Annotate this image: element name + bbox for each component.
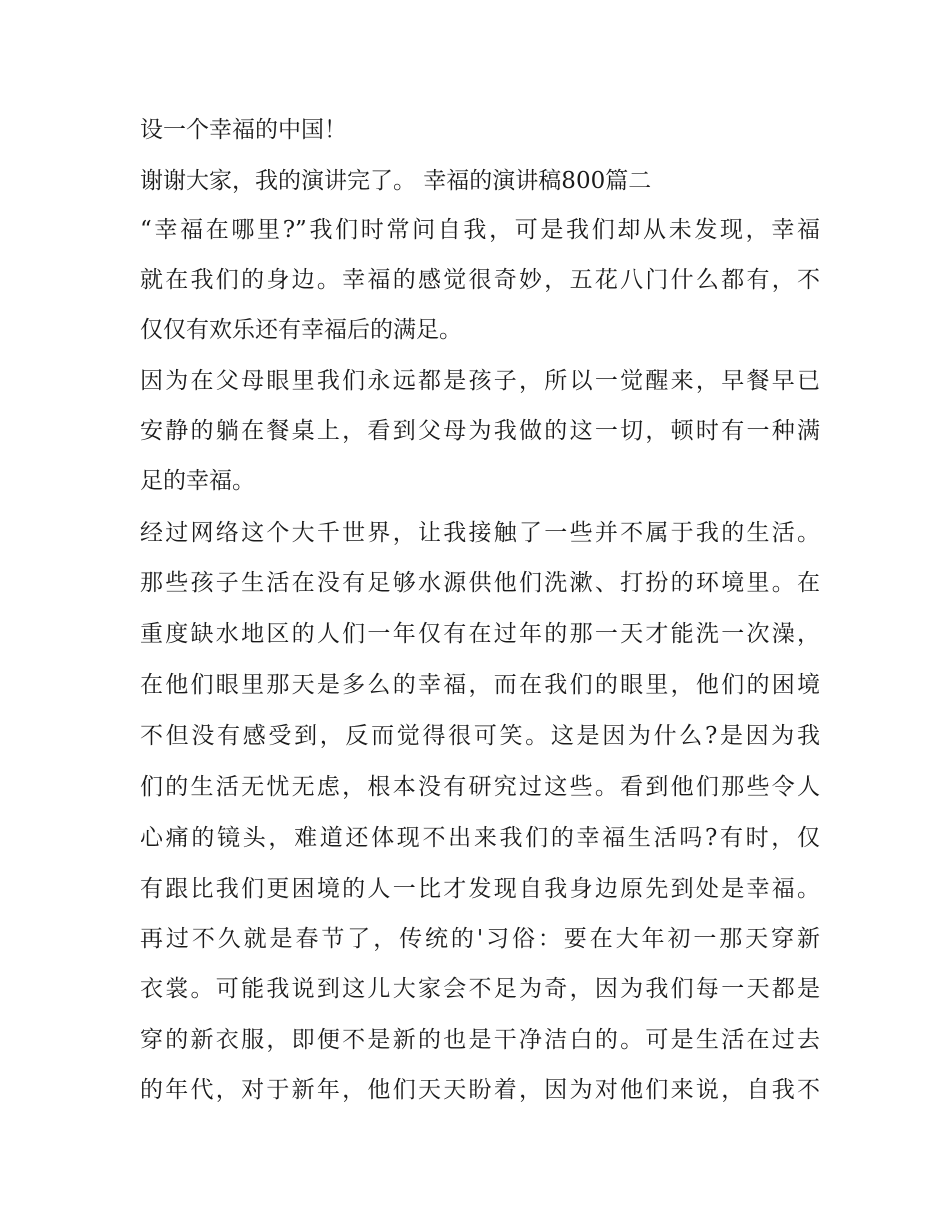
text-line: 有跟比我们更困境的人一比才发现自我身边原先到处是幸福。: [140, 876, 820, 902]
text-line: 们的生活无忧无虑，根本没有研究过这些。看到他们那些令人: [140, 774, 820, 800]
text-line: 不但没有感受到，反而觉得很可笑。这是因为什么?是因为我: [140, 723, 820, 749]
text-line: 在他们眼里那天是多么的幸福，而在我们的眼里，他们的困境: [140, 672, 820, 698]
text-line: 心痛的镜头，难道还体现不出来我们的幸福生活吗?有时，仅: [140, 825, 820, 851]
text-line: 安静的躺在餐桌上，看到父母为我做的这一切，顿时有一种满: [140, 418, 820, 444]
text-line: 就在我们的身边。幸福的感觉很奇妙，五花八门什么都有，不: [140, 267, 820, 293]
text-line: 衣裳。可能我说到这儿大家会不足为奇，因为我们每一天都是: [140, 976, 820, 1002]
text-line: 重度缺水地区的人们一年仅有在过年的那一天才能洗一次澡，: [140, 621, 820, 647]
text-line: 的年代，对于新年，他们天天盼着，因为对他们来说，自我不: [140, 1077, 820, 1103]
text-line: 因为在父母眼里我们永远都是孩子，所以一觉醒来，早餐早已: [140, 368, 820, 394]
text-line: “幸福在哪里?”我们时常问自我，可是我们却从未发现，幸福: [140, 217, 820, 243]
text-line: 穿的新衣服，即便不是新的也是干净洁白的。可是生活在过去: [140, 1027, 820, 1053]
text-line: 仅仅有欢乐还有幸福后的满足。: [140, 317, 462, 343]
text-line: 设一个幸福的中国！: [140, 117, 347, 143]
text-line: 足的幸福。: [140, 468, 255, 494]
text-line: 再过不久就是春节了，传统的'习俗：要在大年初一那天穿新: [140, 926, 820, 952]
text-line: 经过网络这个大千世界，让我接触了一些并不属于我的生活。: [140, 520, 820, 546]
text-line: 谢谢大家，我的演讲完了。 幸福的演讲稿800篇二: [140, 168, 652, 194]
text-line: 那些孩子生活在没有足够水源供他们洗漱、打扮的环境里。在: [140, 570, 820, 596]
